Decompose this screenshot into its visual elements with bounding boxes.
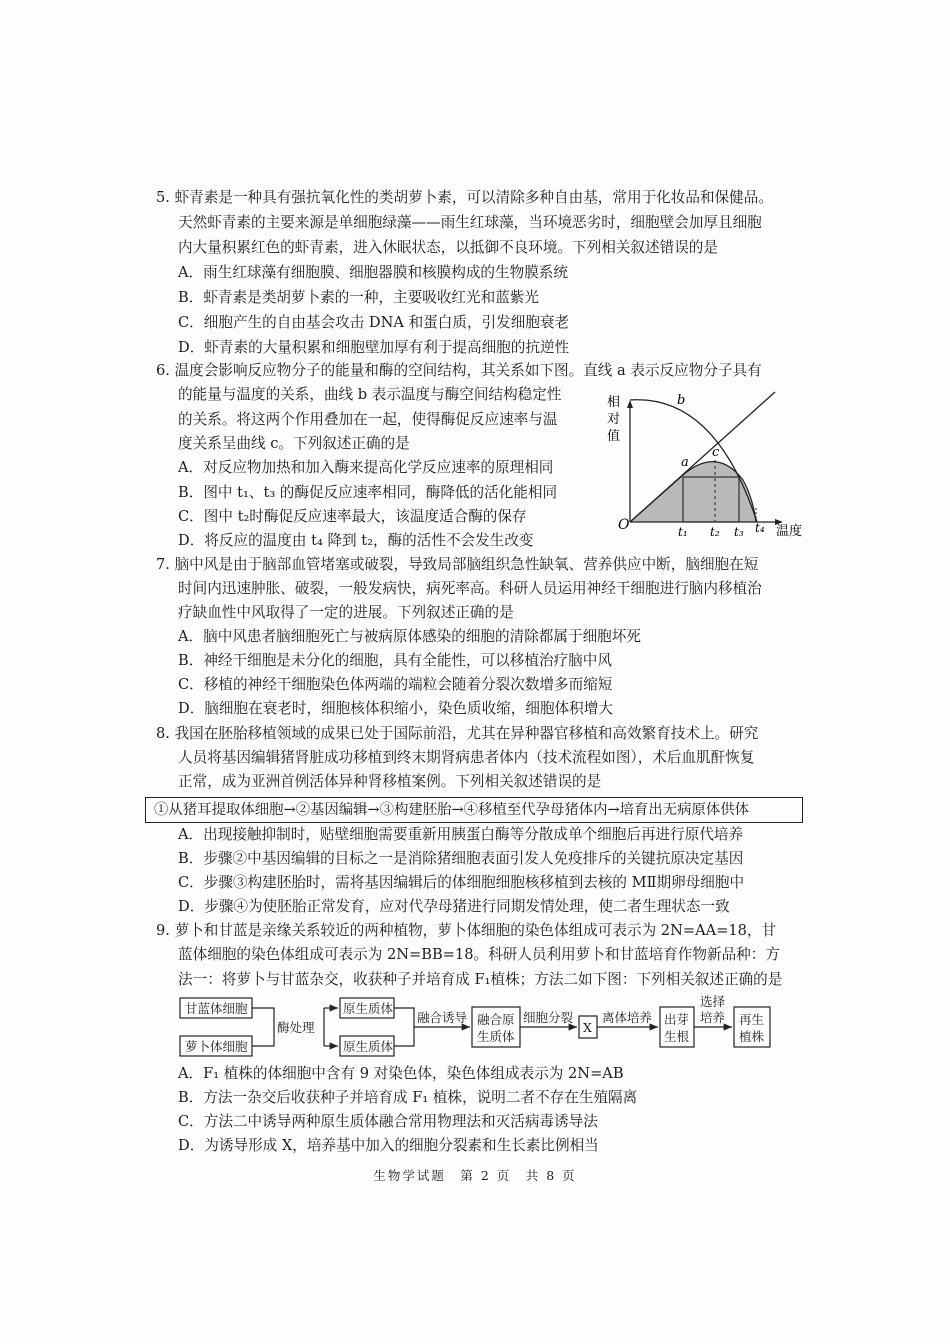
q5-option-a: A．雨生红球藻有细胞膜、细胞器膜和核膜构成的生物膜系统 [178, 264, 568, 281]
curve-b-label: b [677, 393, 686, 408]
q8-option-a: A．出现接触抑制时，贴壁细胞需要重新用胰蛋白酶等分散成单个细胞后再进行原代培养 [178, 826, 744, 843]
q9-option-d: D．为诱导形成 X，培养基中加入的细胞分裂素和生长素比例相当 [178, 1137, 599, 1154]
q8-stem-line-1: 8. 我国在胚胎移植领域的成果已处于国际前沿，尤其在异种器官移植和高效繁育技术上。研究 [156, 725, 759, 742]
fused-protoplast-label-1: 融合原 [477, 1012, 515, 1027]
bracket-in [252, 1008, 274, 1046]
fused-protoplast-label-2: 生质体 [477, 1029, 515, 1044]
q6-stem-line-1: 6. 温度会影响反应物分子的能量和酶的空间结构，其关系如下图。直线 a 表示反应物分子具有 [156, 362, 762, 379]
tick-t3: t₃ [734, 525, 744, 539]
q5-option-b: B．虾青素是类胡萝卜素的一种，主要吸收红光和蓝紫光 [178, 289, 539, 306]
page-footer: 生物学试题 第 2 页 共 8 页 [373, 1168, 577, 1183]
y-axis-label-2: 对 [607, 412, 621, 427]
q8-stem-line-3: 正常，成为亚洲首例活体异种肾移植案例。下列相关叙述错误的是 [178, 773, 602, 790]
q9-stem-line-2: 蓝体细胞的染色体组成可表示为 2N=BB=18。科研人员利用萝卜和甘蓝培育作物新品种：方 [178, 946, 780, 963]
culture-label-2: 培养 [700, 1010, 726, 1025]
curve-c-shaded-area [630, 462, 756, 522]
q5-stem-line-3: 内大量积累红色的虾青素，进入休眠状态，以抵御不良环境。下列相关叙述错误的是 [178, 239, 718, 256]
q6-stem-line-3: 的关系。将这两个作用叠加在一起，使得酶促反应速率与温 [178, 411, 558, 428]
q8-option-b: B．步骤②中基因编辑的目标之一是消除猪细胞表面引发人免疫排斥的关键抗原决定基因 [178, 850, 744, 867]
q5-option-c: C．细胞产生的自由基会攻击 DNA 和蛋白质，引发细胞衰老 [178, 314, 570, 331]
q7-option-b: B．神经干细胞是未分化的细胞，具有全能性，可以移植治疗脑中风 [178, 652, 612, 669]
root-label: 生根 [664, 1029, 690, 1044]
q9-stem-line-1: 9. 萝卜和甘蓝是亲缘关系较近的两种植物，萝卜体细胞的染色体组成可表示为 2N=AA=18，甘 [156, 922, 777, 939]
q9-option-c: C．方法二中诱导两种原生质体融合常用物理法和灭活病毒诱导法 [178, 1113, 598, 1130]
line-a-label: a [681, 455, 689, 470]
select-label: 选择 [700, 994, 726, 1009]
origin-label: O [618, 517, 630, 533]
q9-stem-line-3: 法一：将萝卜与甘蓝杂交，收获种子并培育成 F₁植株；方法二如下图：下列相关叙述正确的是 [178, 971, 783, 988]
q8-stem-line-2: 人员将基因编辑猪肾脏成功移植到终末期肾病患者体内（技术流程如图），术后血肌酐恢复 [178, 749, 755, 766]
regen-label-1: 再生 [739, 1012, 765, 1027]
q7-option-d: D．脑细胞在衰老时，细胞核体积缩小，染色质收缩，细胞体积增大 [178, 700, 613, 717]
protoplast-label-bottom: 原生质体 [343, 1039, 394, 1054]
radish-cell-label: 萝卜体细胞 [185, 1039, 248, 1054]
curve-c-label: c [712, 445, 720, 460]
tick-t1: t₁ [678, 525, 688, 539]
enzyme-label: 酶处理 [277, 1020, 315, 1035]
q6-temperature-graph [605, 388, 810, 543]
q7-option-c: C．移植的神经干细胞染色体两端的端粒会随着分裂次数增多而缩短 [178, 676, 613, 693]
q8-option-d: D．步骤④为使胚胎正常发育，应对代孕母猪进行同期发情处理，使二者生理状态一致 [178, 898, 730, 915]
x-axis-label: 温度 [776, 524, 803, 539]
q9-option-a: A．F₁ 植株的体细胞中含有 9 对染色体，染色体组成表示为 2N=AB [178, 1065, 624, 1082]
tick-t4: t₄ [755, 521, 765, 535]
q7-stem-line-3: 疗缺血性中风取得了一定的进展。下列叙述正确的是 [178, 604, 514, 621]
y-axis-arrow [627, 400, 633, 408]
y-axis-label-1: 相 [607, 395, 621, 410]
q8-technique-flow: ①从猪耳提取体细胞→②基因编辑→③构建胚胎→④移植至代孕母猪体内→培育出无病原体供体 [145, 797, 803, 823]
protoplast-label-top: 原生质体 [343, 1001, 394, 1016]
q5-option-d: D．虾青素的大量积累和细胞壁加厚有利于提高细胞的抗逆性 [178, 339, 570, 356]
q6-stem-line-4: 度关系呈曲线 c。下列叙述正确的是 [178, 435, 410, 452]
q7-stem-line-1: 7. 脑中风是由于脑部血管堵塞或破裂，导致局部脑组织急性缺氧、营养供应中断，脑细胞在短 [156, 556, 759, 573]
y-axis-label-3: 值 [607, 429, 621, 444]
q9-option-b: B．方法一杂交后收获种子并培育成 F₁ 植株，说明二者不存在生殖隔离 [178, 1089, 638, 1106]
bracket-out [394, 1008, 414, 1046]
sprout-label: 出芽 [664, 1012, 690, 1027]
q7-option-a: A．脑中风患者脑细胞死亡与被病原体感染的细胞的清除都属于细胞坏死 [178, 628, 641, 645]
division-label: 细胞分裂 [523, 1010, 574, 1025]
tick-t2: t₂ [710, 525, 720, 539]
culture-label: 离体培养 [602, 1010, 653, 1025]
q8-option-c: C．步骤③构建胚胎时，需将基因编辑后的体细胞细胞核移植到去核的 MⅡ期卵母细胞中 [178, 874, 745, 891]
q6-option-d: D．将反应的温度由 t₄ 降到 t₂，酶的活性不会发生改变 [178, 532, 534, 549]
q6-option-b: B．图中 t₁、t₃ 的酶促反应速率相同，酶降低的活化能相同 [178, 484, 558, 501]
q5-stem-line-2: 天然虾青素的主要来源是单细胞绿藻——雨生红球藻，当环境恶劣时，细胞壁会加厚且细胞 [178, 214, 762, 231]
q9-somatic-hybridization-diagram [178, 994, 778, 1060]
cabbage-cell-label: 甘蓝体细胞 [185, 1001, 248, 1016]
q6-stem-line-2: 的能量与温度的关系，曲线 b 表示温度与酶空间结构稳定性 [178, 386, 562, 403]
q6-option-a: A．对反应物加热和加入酶来提高化学反应速率的原理相同 [178, 459, 554, 476]
regen-label-2: 植株 [739, 1029, 765, 1044]
q5-stem-line-1: 5. 虾青素是一种具有强抗氧化性的类胡萝卜素，可以清除多种自由基，常用于化妆品和保健品。 [156, 189, 773, 206]
fusion-induce-label: 融合诱导 [417, 1010, 468, 1025]
q7-stem-line-2: 时间内迅速肿胀、破裂，一般发病快，病死率高。科研人员运用神经干细胞进行脑内移植治 [178, 580, 762, 597]
q6-option-c: C．图中 t₂时酶促反应速率最大，该温度适合酶的保存 [178, 508, 527, 525]
x-label: X [583, 1020, 592, 1035]
